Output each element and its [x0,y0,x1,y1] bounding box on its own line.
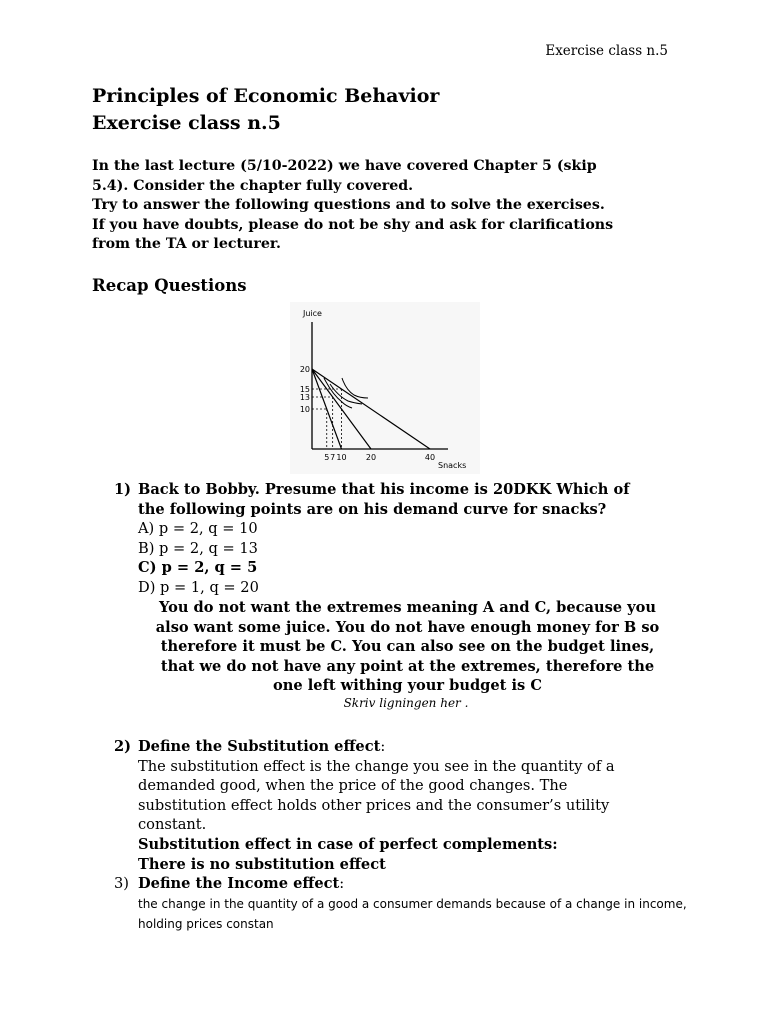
budget-line-1 [312,369,430,449]
page-header: Exercise class n.5 [545,43,668,59]
x-tick-label: 7 [330,453,336,462]
question-number: 1) [114,481,132,498]
question-2-heading: Define the Substitution effect [138,738,381,755]
x-axis-label: Snacks [438,461,467,470]
body-line: substitution effect holds other prices and the consumer’s utility [138,796,610,814]
question-2 [114,737,694,874]
question-1-text [114,480,694,519]
indifference-curve [342,378,368,398]
option-a: A) p = 2, q = 10 [138,520,258,538]
answer-line: also want some juice. You do not have enough money for B so [155,618,660,636]
question-3-heading: Define the Income effect [138,875,340,892]
body-line: The substitution effect is the change you see in the quantity of a [138,757,615,775]
budget-chart-svg [290,302,480,474]
y-tick-label: 15 [299,385,310,394]
body-line: constant. [138,816,207,834]
y-tick-label: 13 [299,393,310,402]
x-tick-label: 10 [336,453,347,462]
x-tick-label: 20 [365,453,377,462]
answer-options [114,519,694,597]
question-3-content [114,874,694,934]
answer-line: that we do not have any point at the extremes, therefore the [160,657,655,675]
intro-line: Try to answer the following questions and to solve the exercises. [92,197,605,214]
body-line: the change in the quantity of a good a consumer demands because of a change in income, [138,896,687,911]
question-1-answer [110,598,705,696]
y-axis-label: Juice [303,309,322,318]
recap-heading: Recap Questions [92,276,247,295]
option-c: C) p = 2, q = 5 [138,559,258,577]
answer-line: You do not want the extremes meaning A and C, because you [158,599,656,616]
intro-line: 5.4). Consider the chapter fully covered. [92,177,414,194]
y-tick-label: 20 [299,365,310,374]
intro-line: In the last lecture (5/10-2022) we have covered Chapter 5 (skip [92,158,597,174]
heading-colon: : [339,875,345,892]
question-number: 3) [114,875,129,892]
question-3 [114,874,694,934]
intro-line: If you have doubts, please do not be shy and ask for clarifications [92,216,614,233]
question-1 [114,480,694,598]
question-line: Back to Bobby. Presume that his income is 20DKK Which of [138,481,630,498]
document-subtitle: Exercise class n.5 [92,112,281,134]
budget-chart [290,302,480,474]
equation-placeholder[interactable]: Skriv ligningen her . [343,696,469,710]
answer-line: therefore it must be C. You can also see on the budget lines, [160,638,655,656]
x-tick-label: 5 [324,453,330,462]
body-line: holding prices constan [138,916,274,931]
option-b: B) p = 2, q = 13 [138,539,258,557]
document-title: Principles of Economic Behavior [92,85,440,107]
body-line: demanded good, when the price of the good changes. The [138,777,568,795]
question-number: 2) [114,738,132,755]
question-line: the following points are on his demand curve for snacks? [138,500,607,518]
x-tick-label: 40 [424,453,436,462]
complements-answer: There is no substitution effect [138,855,386,873]
complements-heading: Substitution effect in case of perfect complements: [138,835,558,853]
intro-line: from the TA or lecturer. [92,236,281,253]
intro-paragraph [92,157,682,255]
answer-line: one left withing your budget is C [273,677,542,695]
question-2-content [114,737,694,874]
y-tick-label: 10 [299,405,310,414]
option-d: D) p = 1, q = 20 [138,578,259,596]
heading-colon: : [380,738,386,755]
